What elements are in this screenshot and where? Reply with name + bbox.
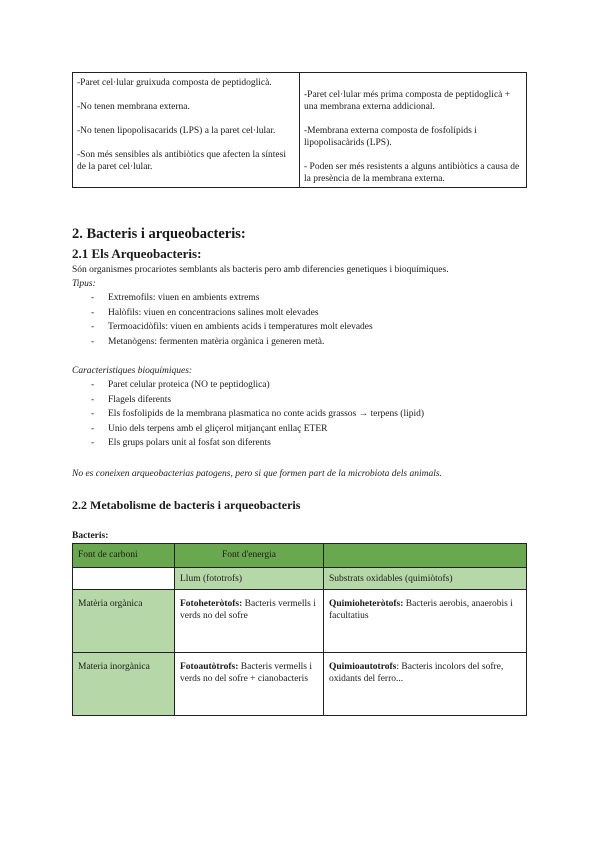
chemotroph-cell: Quimioautotrofs: Bacteris incolors del sofre, oxidants del ferro... [324, 653, 527, 716]
list-item: - Els grups polars unit al fosfat son diferents [91, 438, 271, 448]
table-row [73, 653, 527, 716]
list-item: - Els fosfolipids de la membrana plasmatica no conte acids grassos → terpens (lipid) [91, 409, 425, 419]
subheader-chemical: Substrats oxidables (quimiòtofs) [324, 568, 527, 590]
list-item: - Metanògens: fermenten matèria orgànica i generen metà. [91, 336, 325, 347]
gram-positive-point: -No tenen membrana externa. [77, 102, 190, 112]
carbon-source-cell: Materia inorgànica [73, 653, 175, 716]
gram-negative-point: -Paret cel·lular més prima composta de peptidoglicà + una membrana externa addicional. [304, 90, 511, 112]
biochem-label: Caracteristiques bioquímiques: [72, 366, 193, 376]
biochem-list [72, 378, 424, 451]
pathogen-note: No es coneixen arqueobacterias patogens, pero si que formen part de la microbiota dels animals. [72, 469, 442, 479]
gram-positive-cell [73, 73, 300, 188]
types-label: Tipus: [72, 279, 96, 289]
list-item: - Flagels diferents [91, 394, 172, 405]
list-item: - Unio dels terpens amb el gliçerol mitjançant enllaç ETER [91, 423, 328, 434]
types-list [72, 291, 373, 349]
section-title: 2. Bacteris i arqueobacteris: [72, 226, 246, 242]
list-item: - Halòfils: viuen en concentracions salines molt elevades [91, 307, 319, 318]
bacteris-label: Bacteris: [72, 531, 109, 541]
gram-positive-point: -Paret cel·lular gruixuda composta de peptidoglicà. [77, 78, 272, 88]
header-empty [324, 544, 527, 568]
metabolism-table [72, 543, 527, 716]
list-item: - Paret celular proteica (NO te peptidoglica) [91, 380, 270, 390]
gram-comparison-table [72, 72, 527, 188]
table-row [73, 590, 527, 653]
gram-negative-cell [300, 73, 527, 188]
phototroph-cell: Fotoheteròtofs: Bacteris vermells i verds no del sofre [175, 590, 324, 653]
subheader-empty [73, 568, 175, 590]
carbon-source-cell: Matèria orgànica [73, 590, 175, 653]
gram-positive-point: -No tenen lipopolisacarids (LPS) a la paret cel·lular. [77, 126, 276, 136]
subheader-light: Llum (fototrofs) [175, 568, 324, 590]
list-item: - Termoacidòfils: viuen en ambients acids i temperatures molt elevades [91, 322, 373, 332]
list-item: - Extremofils: viuen en ambients extrems [91, 293, 260, 303]
subsection-title-archaea: 2.1 Els Arqueobacteris: [72, 246, 202, 261]
archaea-intro: Són organismes procariotes semblants als bacteris pero amb diferencies genetiques i bioquímiques. [72, 265, 449, 275]
gram-negative-point: -Membrana externa composta de fosfolípids i lipopolisacàrids (LPS). [304, 126, 477, 148]
header-energy-source: Font d'energia [175, 544, 324, 568]
header-carbon-source: Font de carboni [73, 544, 175, 568]
gram-negative-point: - Poden ser més resistents a alguns antibiòtics a causa de la presència de la membrana externa. [304, 162, 520, 184]
chemotroph-cell: Quimioheteròtofs: Bacteris aerobis, anaerobis i facultatius [324, 590, 527, 653]
gram-positive-point: -Son més sensibles als antibiòtics que afecten la síntesi de la paret cel·lular. [77, 150, 286, 172]
phototroph-cell: Fotoautòtrofs: Bacteris vermells i verds no del sofre + cianobacteris [175, 653, 324, 716]
subsection-title-metabolism: 2.2 Metabolisme de bacteris i arqueobacteris [72, 498, 301, 512]
